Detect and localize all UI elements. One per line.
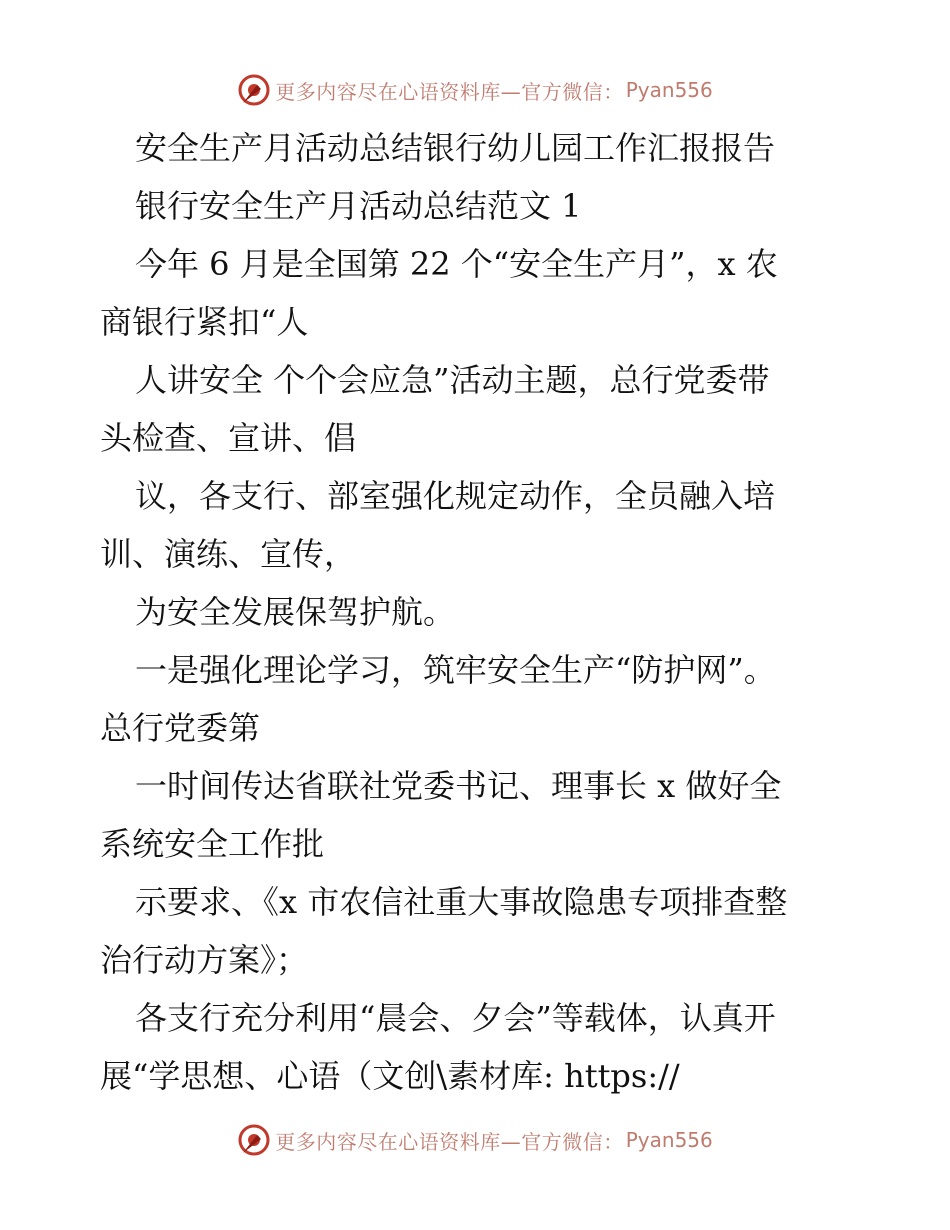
document-title: 安全生产月活动总结银行幼儿园工作汇报报告 bbox=[135, 129, 776, 167]
watermark-wechat-id: Pyan556 bbox=[625, 1128, 713, 1152]
paragraph-line: 训、演练、宣传， bbox=[100, 535, 357, 573]
watermark-header bbox=[0, 70, 950, 110]
paragraph-line: 系统安全工作批 bbox=[100, 825, 325, 863]
paragraph-line: 为安全发展保驾护航。 bbox=[135, 593, 456, 631]
paragraph-line: 人讲安全 个个会应急”活动主题，总行党委带 bbox=[135, 361, 770, 399]
section-heading: 银行安全生产月活动总结范文 1 bbox=[135, 187, 582, 225]
watermark-text: 更多内容尽在心语资料库—官方微信： bbox=[275, 79, 624, 104]
paragraph-line: 展“学思想、心语（文创\素材库: https:// bbox=[100, 1057, 680, 1095]
watermark-text: 更多内容尽在心语资料库—官方微信： bbox=[275, 1129, 624, 1154]
paragraph-line: 一时间传达省联社党委书记、理事长 x 做好全 bbox=[135, 767, 782, 805]
paragraph-line: 示要求、《x 市农信社重大事故隐患专项排查整 bbox=[135, 883, 788, 921]
paragraph-line: 商银行紧扣“人 bbox=[100, 303, 309, 341]
paragraph-line: 治行动方案》； bbox=[100, 941, 309, 979]
paragraph-line: 议，各支行、部室强化规定动作，全员融入培 bbox=[135, 477, 776, 515]
paragraph-line: 今年 6 月是全国第 22 个“安全生产月”，x 农 bbox=[135, 245, 778, 283]
paragraph-line: 各支行充分利用“晨会、夕会”等载体，认真开 bbox=[135, 999, 776, 1037]
paragraph-line: 头检查、宣讲、倡 bbox=[100, 419, 357, 457]
paragraph-line: 总行党委第 bbox=[100, 709, 261, 747]
watermark-footer bbox=[0, 1120, 950, 1160]
paragraph-line: 一是强化理论学习，筑牢安全生产“防护网”。 bbox=[135, 651, 776, 689]
pen-logo-icon bbox=[237, 73, 271, 107]
pen-logo-icon bbox=[237, 1123, 271, 1157]
watermark-wechat-id: Pyan556 bbox=[625, 78, 713, 102]
